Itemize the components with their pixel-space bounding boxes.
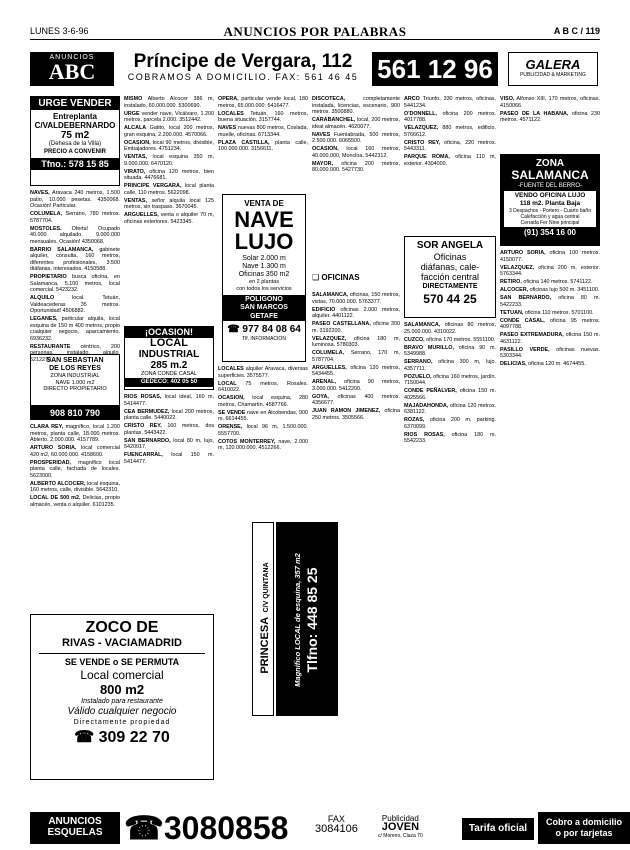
ad-phone: 908 810 790 [30,406,120,420]
listing-column [218,366,308,518]
listing-item: POZUELO, oficina 160 metros, jardín. 7150044. [404,373,497,386]
ad-phone: Tfno.: 578 15 85 [31,158,119,170]
ad-line: C/VALDEBERNARDO [34,121,116,130]
ad-line: (Dehesa de la Villa) [48,141,102,147]
ad-line: SAN MARCOS [223,304,305,312]
listing-item: PASEO CASTELLANA, oficina 300 m. 3192200. [312,321,401,334]
ad-ocasion-local [124,326,214,390]
listing-item: RIOS ROSAS, local ideal, 160 m, 5414477. [124,394,214,407]
ad-line: en 2 plantas [249,279,279,285]
listing-item: BARRIO SALAMANCA, gabinete alquiler, consulta, 160 metros, diferentes profesionales, 3.500 diáfanas, interesados. 4150588. [30,246,120,272]
ad-phone: ☎ 309 22 70 [74,729,170,746]
ad-line: 118 m2. Planta Baja [519,200,581,207]
ad-line: Directamente propiedad [73,719,171,726]
listing-item: ORENSE, local 96 m, 1.500.000. 5557700. [218,424,308,437]
listing-item: PASEO EXTREMADURA, oficina 150 m. 4631122. [500,332,600,345]
section-oficinas: ❑ OFICINAS [312,273,360,282]
listing-item: RETIRO, oficina 140 metros. 5741122. [500,279,593,285]
ad-line: DIRECTAMENTE [422,283,478,290]
ad-urge-vender [30,96,120,186]
listing-item: EDIFICIO oficinas 2.000 metros, alquiler. 4401122. [312,306,400,319]
listing-item: LEGANES, particular alquila, local esquina de 150 m 400 metros, propio cualquier negocio, aparcamiento. 6936232. [30,316,120,342]
page-header [30,26,600,40]
listing-item: CRISTO REY, 160 metros, dos plantas. 5443422. [124,423,215,436]
cobro-domicilio: Cobro a domicilio o por tarjetas [538,812,630,844]
page-footer [30,810,622,846]
page-title: ANUNCIOS POR PALABRAS [223,24,407,39]
listing-item: SAN BERNARDO, local 80 m, lujo, 5420017. [124,437,215,450]
listing-item: NAVES Fuenlabrada, 500 metros, 2.500.000. 6065500. [312,131,400,144]
ad-line: Cerrada Fer Nine principal [520,220,580,226]
ad-line: Tlf. INFORMACION [242,336,286,342]
publicidad-joven: Publicidad JOVEN c/ Moreno, Claza 70 [378,814,423,839]
listing-item: SALAMANCA, oficinas 80 metros, 25.000.000. 4310022. [404,322,497,335]
listing-item: LOCAL 75 metros, Rosales. 6410022. [218,380,308,393]
listing-item: ALCALA Gatito, local 200 metros, gran esquina, 2.200.000. 4570066. [124,125,215,138]
ad-sor-angela [404,236,496,318]
listing-item: PASEO DE LA HABANA, oficina 230 metros. 4571122. [500,110,601,123]
listing-column [218,96,308,190]
listing-item: PROSPERIDAD, magnífico local planta calle, fachada de locales. 5623000. [30,459,120,479]
ad-line: Calefacción y agua central [520,214,580,220]
ad-phone: 570 44 25 [423,292,477,306]
ad-phone: (91) 354 16 00 [523,228,577,237]
listing-item: CUZCO, oficina 170 metros. 5551100. [404,336,496,343]
ad-line: INDUSTRIAL [138,349,200,360]
listing-item: OCASION, local 160 metros, 40.000.000, Moncloa. 5442312. [312,146,400,159]
listing-item: MAJADAHONDA, oficina 120 metros. 6381122. [404,402,497,415]
listing-item: VELAZQUEZ, oficina 200 m, exterior. 5763344. [500,264,601,277]
listing-column [404,322,496,800]
listing-item: CONDE CASAL, oficina 95 metros. 4097788. [500,317,601,330]
listing-item: VENTAS, local esquina 350 m, 9.000.000. 6470120. [124,154,215,167]
listing-column [404,96,496,232]
ad-phone: ☎ 977 84 08 64 [227,324,301,335]
page-number: A B C / 119 [553,26,600,36]
ad-line: ZONA [535,158,565,169]
listing-item: TETUAN, oficina 110 metros. 5701100. [500,309,594,316]
listing-item: CLARA REY, magnífico, local 1.200 metros, planta calle, 18.000 metros. Abierto. 2.000.000. 4157789. [30,424,120,443]
ad-line: POLIGONO [223,295,305,304]
ad-zona-salamanca [500,154,600,246]
ad-line: 75 m2 [60,130,90,141]
ad-phone: Tlfno: 448 85 25 [304,567,320,673]
main-phone: 561 12 96 [372,52,498,86]
listing-item: NAVES nuevas 800 metros, Coslada, muelle, oficinas. 6713344. [218,125,309,138]
listing-item: MOSTOLES. Oferta! Ocupado 40.000 alquilado. 9.000.000 mensuales. Ocasión! 4350068. [30,225,121,245]
ad-line: Local comercial [80,668,164,682]
listing-item: OPERA, particular vende local, 180 metros, 65.000.000. 5416477. [218,96,309,109]
phone-icon: ☎ [227,324,243,335]
listing-item: ARTURO SORIA, oficina 100 metros. 4150077. [500,250,600,263]
ad-line: ZOCO DE [85,619,159,636]
ad-line: ZONA INDUSTRIAL [50,373,100,379]
listing-item: LOCALES Tetuán, 160 metros, buena situación. 3157744. [218,110,308,123]
ad-line: Oficinas 350 m2 [238,271,290,278]
ad-line: SALAMANCA [511,168,589,182]
ad-line: LUJO [234,229,294,254]
esquelas-phone: ☎3080858 [124,810,289,846]
address-line: Príncipe de Vergara, 112 [133,51,353,72]
ad-line: LOCAL [150,337,188,349]
listing-column [312,96,400,268]
ad-line: NAVE 1.000 m2 [55,379,95,386]
listing-column [30,424,120,610]
listing-item: COLUMELA, Serrano, 780 metros. 5787704. [30,211,120,224]
phone-icon: ☎ [74,729,99,746]
listing-item: O'DONNELL, oficina 200 metros. 4017788. [404,110,497,123]
ad-line: Nave 1.300 m [242,263,286,270]
listing-column [218,720,298,800]
listing-item: LOCAL DE 500 m2, Delicias, propio almacén, venta o alquiler. 6101235. [30,495,121,508]
ad-line: Oficinas [433,252,467,262]
listing-item: NAVES, Aravaca 240 metros, 1.500 patio, 10.000 pesetas. 4350068. Ocasión! Particular. [30,190,121,209]
galera-sub: PUBLICIDAD & MARKETING [520,72,586,78]
listing-item: ALCOCER, oficinas lujo 500 m. 3451100. [500,287,600,293]
ad-line: ZONA CONDE CASAL [141,371,197,377]
ad-line: Instalado para restaurante [81,698,163,705]
ad-line: Magnífico LOCAL de esquina, 357 m2 [293,553,302,687]
ad-line: VENTA DE [244,199,284,208]
listing-item: CRISTO REY, oficina, 220 metros. 5443311. [404,139,497,152]
page-date: LUNES 3-6-96 [30,26,89,36]
ad-line: 285 m.2 [150,360,188,371]
listing-item: SALAMANCA, oficinas, 150 metros, vistas, 70.000.000. 5763377. [312,292,400,305]
listing-item: RESTAURANTE céntrico, 200 personas, instalado, alquilo. 5212270. [30,343,120,363]
ad-line: Entreplanta [52,112,97,121]
ad-phone: GEDECO: 402 05 50 [125,378,213,387]
section-icon: ❑ [312,273,322,282]
ad-zoco-rivas [30,614,214,780]
galera-logo [508,52,598,86]
phone-icon: ☎ [124,810,164,846]
listing-column [500,250,600,800]
ad-line: DE LOS REYES [49,365,101,372]
listing-item: CEA BERMUDEZ, local 200 metros, planta calle. 5440022. [124,408,214,421]
logo-top: ANUNCIOS [49,54,95,61]
listing-item: OCASION, local 90 metros, divisible, Embajadores. 4751234. [124,139,214,152]
ad-line: -FUENTE DEL BERRO- [517,183,583,189]
listing-item: PRINCIPE VERGARA, local planta calle, 110 metros. 5622098. [124,183,215,196]
listing-item: DISCOTECA, completamente instalada, licencias, escenario, 900 metros. 3500880. [312,96,400,115]
listing-item: PASILLO VERDE, oficinas nuevas. 5303344. [500,346,601,359]
listing-item: JUAN RAMON JIMENEZ, oficina 250 metros. 3505566. [312,408,400,421]
ad-line: SAN SEBASTIAN [46,357,104,364]
ad-line: Solar 2.000 m [242,255,286,262]
listing-item: ARENAL, oficina 90 metros, 3.000.000. 5412200. [312,379,401,392]
ad-line: Válido cualquier negocio [67,706,177,717]
listing-item: COTOS MONTERREY, nave, 2.000 m, 120.000.000. 4512266. [218,438,308,451]
galera-name: GALERA [525,57,581,72]
ad-line: SE VENDE o SE PERMUTA [64,657,180,667]
esquelas-label: ANUNCIOS ESQUELAS [30,812,120,844]
listing-item: COLUMELA, Serrano, 170 m, 5787704. [312,350,400,363]
listing-item: SAN BERNARDO, oficina 80 m. 5422233. [500,295,600,308]
listing-item: VIRATO, oficina 120 metros, bien situada. 4476681. [124,168,215,181]
ad-line: con todos los servicios [236,285,292,292]
office-address [118,52,368,86]
listing-item: PROPIETARIO busca oficina, en Salamanca, 5.100 metros, local comercial. 5423232. [30,274,120,293]
listing-item: ARTURO SORIA, local comercial 420 m2, 60.000.000. 4158600. [30,445,120,458]
ad-line: SOR ANGELA [416,240,484,251]
listing-item: ROZAS, oficina 200 m, parking. 6370099. [404,417,496,430]
address-subline: COBRAMOS A DOMICILIO. FAX: 561 46 45 [127,72,359,82]
fax-box: FAX 3084106 [315,814,358,835]
listing-item: CARABANCHEL, local, 200 metros, ideal almacén. 4620077. [312,117,400,130]
listing-item: MISMO Alberto Alcocer 386 m, instalado, 60.000.000. 5300690. [124,96,215,109]
ad-line: 3 Despachos - Portero - Cuarto baño [509,208,591,214]
ad-title: URGE VENDER [31,97,119,110]
ad-line: facción central [420,272,480,282]
listing-item: ALQUILO local. Tetuán, Valdeacederas 35 metros. Oportunidad! 4506882. [30,295,120,314]
ad-line: PRECIO A CONVENIR [44,149,106,155]
ad-san-sebastian [30,354,120,406]
logo-main: ABC [48,59,96,84]
ad-line: VENDO OFICINA LUJO [514,192,586,199]
listing-item: ARGUELLES, venta o alquiler 70 m, oficinas exteriores. 5423345. [124,212,215,225]
ad-line: NAVE [234,207,294,232]
listing-item: LOCALES alquiler Aravaca, diversas superficies. 3575577. [218,366,308,379]
ad-line: PRINCESA [259,616,271,674]
listing-item: PLAZA CASTILLA, planta calle, 100.000.000. 3156611. [218,139,308,152]
ad-line: RIVAS - VACIAMADRID [62,637,182,649]
listing-item: MAYOR, oficina 200 metros, 80.000.000. 5427730. [312,160,400,173]
listing-item: OCASION, local esquina, 280 metros, Chamartín. 4587766. [218,395,308,408]
listing-item: VELAZQUEZ, 880 metros, edificio. 5766612. [404,125,496,138]
ad-line: ¡OCASION! [125,327,213,338]
listing-item: BRAVO MURILLO, oficina 90 m. 5349988. [404,344,496,357]
listing-item: DELICIAS, oficina 120 m. 4674455. [500,361,586,367]
abc-logo [30,52,114,86]
listing-item: RIOS ROSAS, oficina 180 m. 5542233. [404,431,497,444]
listing-item: PARQUE ROMA, oficina 110 m, exterior. 4304000. [404,154,496,167]
listing-item: SE VENDE nave en Alcobendas, 900 m. 6614455. [218,409,309,422]
listing-item: SERRANO, oficina 300 m, lujo. 4357711. [404,359,497,372]
ad-line: C/V QUINTANA [263,562,270,613]
listing-column [500,96,600,152]
ad-line: diáfanas, cale- [420,262,480,272]
ad-line: DIRECTO PROPIETARIO [43,386,107,392]
listing-item: CONDE PEÑALVER, oficina 150 m. 4025566. [404,388,497,401]
ad-venta-nave [222,194,306,362]
listing-item: VELAZQUEZ, oficina 180 m, luminosa. 5780303. [312,335,401,348]
listing-column [312,292,400,800]
listing-item: ARGUELLES, oficina 120 metros, 5434455. [312,364,401,377]
ad-line: 800 m2 [99,682,145,697]
listing-item: GOYA, oficinas 400 metros. 4356677. [312,393,400,406]
listing-item: VENTAS, señor alquila local 125 metros, sin traspaso. 3670045. [124,197,214,210]
listing-column [124,394,214,608]
listing-item: FUENCARRAL, local 150 m. 5414477. [124,452,214,465]
tarifa-oficial: Tarifa oficial [462,818,534,840]
listing-column [124,96,214,322]
ad-line: GETAFE [223,312,305,321]
listing-item: ARCO Triunfo, 330 metros, oficinas. 5441234. [404,96,497,109]
listing-item: URGE vender nave, Vicálvaro, 1.200 metros, parcela 2.000. 3512442. [124,110,214,123]
listing-item: VISO, Alfonso XIII, 170 metros, oficinas. 4150066. [500,96,600,109]
listing-item: ALBERTO ALCOCER, local esquina, 160 metros, calle, divisible. 5642310. [30,480,121,493]
